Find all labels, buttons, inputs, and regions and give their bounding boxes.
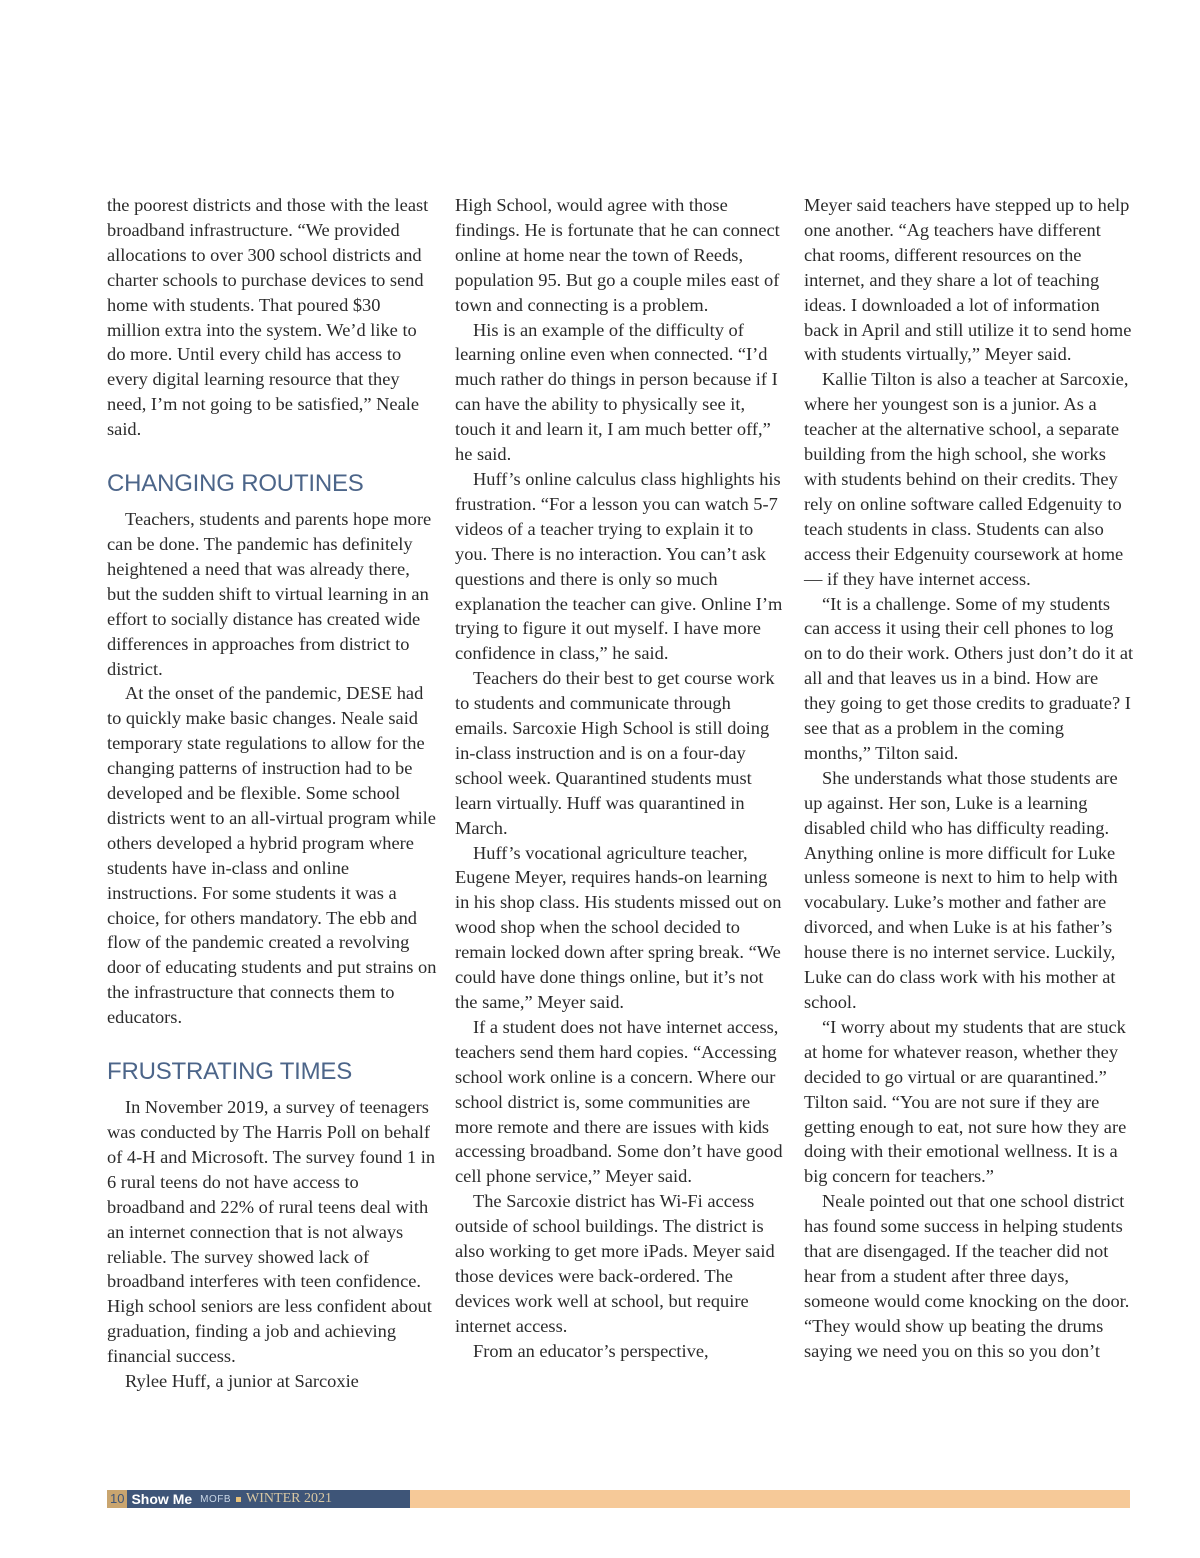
section-heading-changing-routines: CHANGING ROUTINES — [107, 470, 364, 498]
paragraph: The Sarcoxie district has Wi-Fi access outside of school buildings. The district is also working to get more iPads. Meyer said those devices were back-ordered. The devices work well at school, but require internet access. — [455, 1191, 775, 1336]
issue-date: WINTER 2021 — [246, 1491, 332, 1506]
paragraph: Huff’s vocational agriculture teacher, Eugene Meyer, requires hands-on learning in his shop class. His students missed out on wood shop when the school decided to remain locked down after spring break. “We could have done things online, but it’s not the same,” Meyer said. — [455, 842, 782, 1012]
paragraph: She understands what those students are up against. Her son, Luke is a learning disabled child who has difficulty reading. Anything online is more difficult for Luke unless someone is next to him to help with vocabulary. Luke’s mother and father are divorced, and when Luke is at his father’s house there is no internet service. Luckily, Luke can do class work with his mother at school. — [804, 767, 1118, 1012]
magazine-brand: Show Me — [131, 1491, 193, 1507]
page-number: 10 — [107, 1490, 127, 1508]
paragraph: “I worry about my students that are stuck at home for whatever reason, whether they decided to go virtual or are quarantined.” Tilton said. “You are not sure if they are getting enough to eat, not sure how they are doing with their emotional wellness. It is a big concern for teachers.” — [804, 1016, 1127, 1187]
paragraph: Kallie Tilton is also a teacher at Sarcoxie, where her youngest son is a junior. As a teacher at the alternative school, a separate building from the high school, she works with students behind on their credits. They rely on online software called Edgenuity to teach students in class. Students can also access their Edgenuity coursework at home — if they have internet access. — [804, 369, 1129, 589]
paragraph: At the onset of the pandemic, DESE had to quickly make basic changes. Neale said temporary state regulations to allow for the changing patterns of instruction had to be developed and be flexible. Some school districts went to an all-virtual program while others developed a hybrid program where students have in-class and online instructions. For some students it was a choice, for others mandatory. The ebb and flow of the pandemic created a revolving door of educating students and put strains on the infrastructure that connects them to educators. — [107, 683, 437, 1028]
paragraph: Huff’s online calculus class highlights his frustration. “For a lesson you can watch 5-7 videos of a teacher trying to explain it to you. There is no interaction. You can’t ask questions and there is only so much explanation the teacher can give. Online I’m trying to figure it out myself. I have more confidence in class,” he said. — [455, 468, 783, 664]
column-2 — [455, 193, 785, 1364]
footer-bar — [107, 1490, 410, 1508]
publisher-name: MOFB — [200, 1493, 232, 1505]
paragraph: the poorest districts and those with the least broadband infrastructure. “We provided allocations to over 300 school districts and charter schools to purchase devices to send home with students. That poured $30 million extra into the system. We’d like to do more. Until every child has access to every digital learning resource that they need, I’m not going to be satisfied,” Neale said. — [107, 195, 429, 440]
paragraph: His is an example of the difficulty of learning online even when connected. “I’d much rather do things in person because if I can have the ability to physically see it, touch it and learn it, I am much better off,” he said. — [455, 319, 778, 465]
section-heading-frustrating-times: FRUSTRATING TIMES — [107, 1058, 353, 1086]
column-1 — [107, 193, 437, 1394]
paragraph: Neale pointed out that one school district has found some success in helping students that are disengaged. If the teacher did not hear from a student after three days, someone would come knocking on the door. “They would show up beating the drums saying we need you on this so you don’t — [804, 1191, 1130, 1361]
footer-accent-bar — [410, 1490, 1130, 1508]
paragraph: High School, would agree with those findings. He is fortunate that he can connect online at home near the town of Reeds, population 95. But go a couple miles east of town and connecting is a problem. — [455, 195, 780, 315]
paragraph: In November 2019, a survey of teenagers was conducted by The Harris Poll on behalf of 4-H and Microsoft. The survey found 1 in 6 rural teens do not have access to broadband and 22% of rural teens deal with an internet connection that is not always reliable. The survey showed lack of broadband interferes with teen confidence. High school seniors are less confident about graduation, finding a job and achieving financial success. — [107, 1097, 436, 1367]
paragraph: Rylee Huff, a junior at Sarcoxie — [125, 1371, 359, 1392]
paragraph: Meyer said teachers have stepped up to help one another. “Ag teachers have different chat rooms, different resources on the internet, and they share a lot of teaching ideas. I downloaded a lot of information back in April and still utilize it to send home with students virtually,” Meyer said. — [804, 195, 1132, 365]
column-3 — [804, 193, 1134, 1364]
paragraph: If a student does not have internet access, teachers send them hard copies. “Accessing school work online is a concern. Where our school district is, some communities are more remote and there are issues with kids accessing broadband. Some don’t have good cell phone service,” Meyer said. — [455, 1016, 783, 1187]
paragraph: “It is a challenge. Some of my students can access it using their cell phones to log on to do their work. Others just don’t do it at all and that leaves us in a bind. How are they going to get those credits to graduate? I see that as a problem in the coming months,” Tilton said. — [804, 593, 1134, 763]
paragraph: Teachers, students and parents hope more can be done. The pandemic has definitely heightened a need that was already there, but the sudden shift to virtual learning in an effort to socially distance has created wide differences in approaches from district to district. — [107, 509, 432, 679]
paragraph: Teachers do their best to get course work to students and communicate through emails. Sarcoxie High School is still doing in-class instruction and is on a four-day school week. Quarantined students must learn virtually. Huff was quarantined in March. — [455, 668, 775, 838]
separator-square-icon — [236, 1497, 241, 1502]
paragraph: From an educator’s perspective, — [473, 1340, 709, 1361]
